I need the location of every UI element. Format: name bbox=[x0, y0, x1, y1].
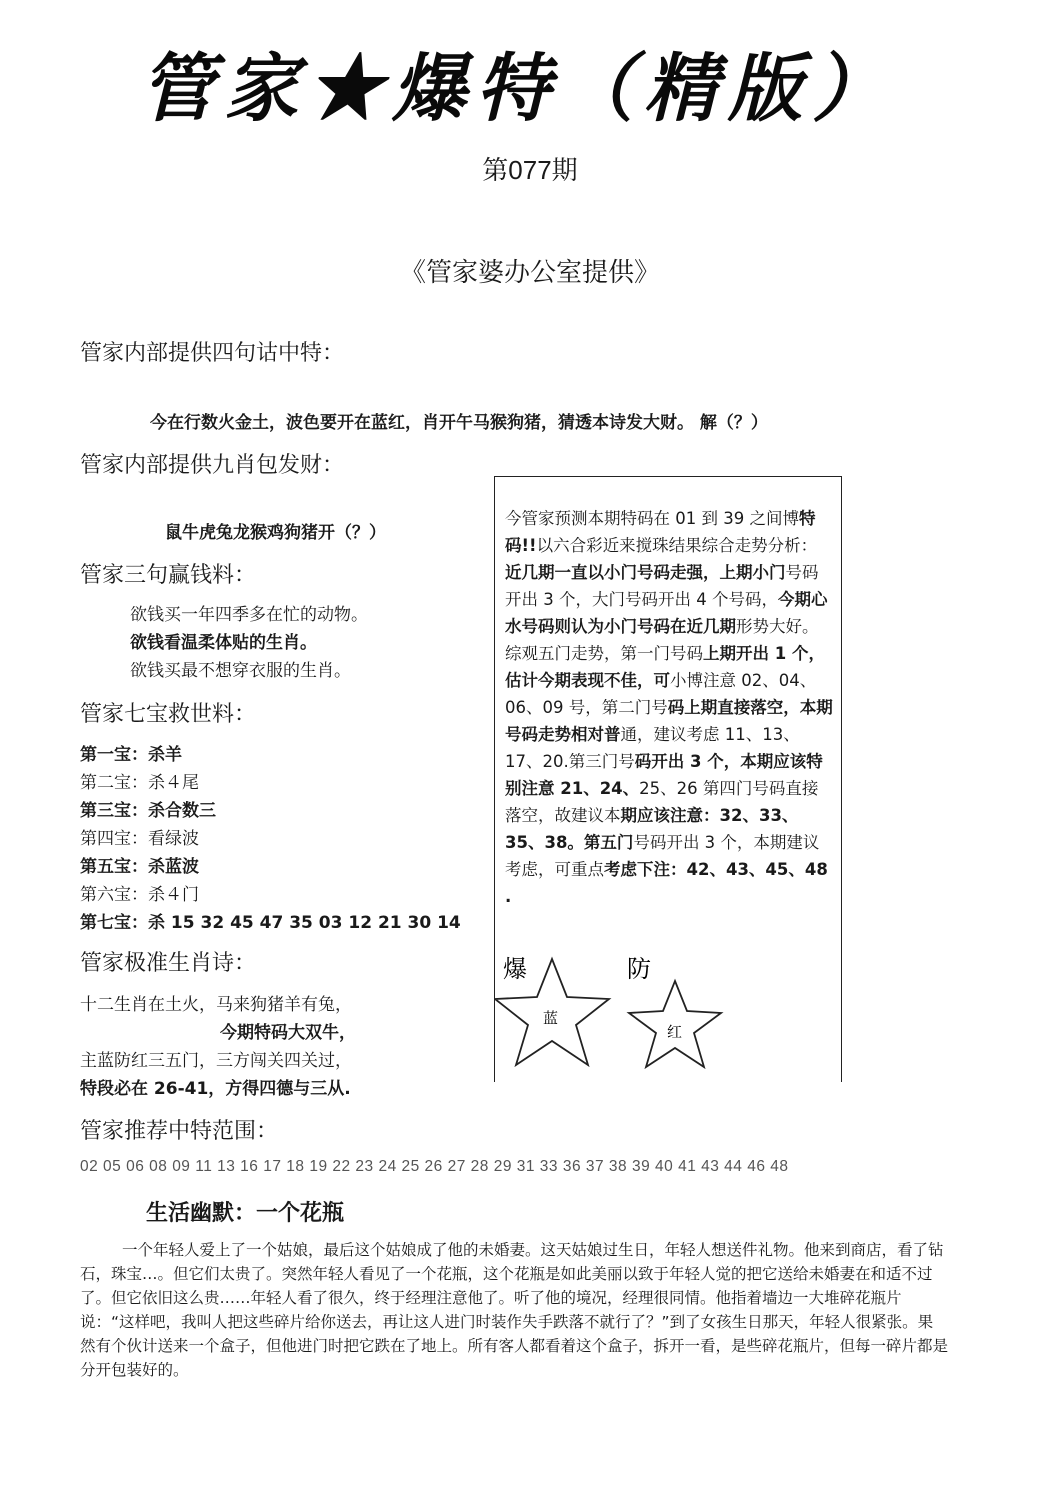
treasure-item: 第二宝：杀４尾 bbox=[80, 773, 199, 793]
stars-graphic bbox=[495, 955, 841, 1083]
poem-heading: 管家极准生肖诗： bbox=[80, 951, 257, 976]
recommend-heading: 管家推荐中特范围： bbox=[80, 1119, 279, 1144]
treasure-item: 第三宝：杀合数三 bbox=[80, 801, 216, 821]
analysis-segment: 今期心水号码则认为小门号码在近几期 bbox=[505, 590, 828, 636]
three-sentence-line-1: 欲钱买一年四季多在忙的动物。 bbox=[130, 605, 368, 625]
analysis-segment: 以六合彩近来搅珠结果综合走势分析： bbox=[536, 536, 818, 555]
analysis-segment: 近几期一直以小门号码走强，上期小门 bbox=[505, 563, 786, 582]
poem-line-1: 十二生肖在土火，马来狗猪羊有兔， bbox=[80, 995, 352, 1015]
analysis-segment: 号码开出 3 个，本期建议考虑，可重点 bbox=[505, 833, 820, 879]
analysis-segment: 通，建议考虑 11、13、17、20.第三门号 bbox=[505, 725, 800, 771]
seven-treasures-heading: 管家七宝救世料： bbox=[80, 702, 257, 727]
provider-note: 《管家婆办公室提供》 bbox=[399, 258, 660, 288]
story-text: 一个年轻人爱上了一个姑娘，最后这个姑娘成了他的未婚妻。这天姑娘过生日，年轻人想送件礼物。他来到商店，看了钻石，珠宝…。但它们太贵了。突然年轻人看见了一个花瓶，这个花瓶是如此美丽以致于年轻人觉的把它送给未婚妻在和适不过了。但它依旧这么贵……年轻人看了很久，终于经理注意他了。听了他的境况，经理很同情。他指着墙边一大堆碎花瓶片说：“这样吧，我叫人把这些碎片给你送去，再让这人进门时装作失手跌落不就行了？”到了女孩生日那天，年轻人很紧张。果然有个伙计送来一个盒子，但他进门时把它跌在了地上。所有客人都看着这个盒子，拆开一看，是些碎花瓶片，但每一碎片都是分开包装好的。 bbox=[80, 1241, 949, 1379]
analysis-segment: 码开出 3 个，本期应该特别注意 21、24、 bbox=[505, 752, 823, 798]
treasure-item: 第一宝：杀羊 bbox=[80, 745, 182, 765]
three-sentence-line-2: 欲钱看温柔体贴的生肖。 bbox=[130, 633, 317, 653]
analysis-segment: 码上期直接落空，本期号码走势相对普 bbox=[505, 698, 833, 744]
analysis-segment: 号码开出 3 个，大门号码开出 4 个号码， bbox=[505, 563, 819, 609]
three-sentence-line-3: 欲钱买最不想穿衣服的生肖。 bbox=[130, 661, 351, 681]
boom-color-label: 蓝 bbox=[543, 1009, 559, 1027]
boom-label: 爆 bbox=[503, 955, 527, 983]
four-sentence-text: 今在行数火金土，波色要开在蓝红，肖开午马猴狗猪，猜透本诗发大财。 解（？） bbox=[150, 413, 768, 433]
story-title: 生活幽默：一个花瓶 bbox=[146, 1200, 345, 1226]
poem-line-2: 今期特码大双牛， bbox=[220, 1023, 356, 1043]
issue-number: 第077期 bbox=[482, 155, 578, 185]
treasure-item: 第七宝：杀 15 32 45 47 35 03 12 21 30 14 bbox=[80, 913, 461, 933]
three-sentence-heading: 管家三句赢钱料： bbox=[80, 563, 257, 588]
analysis-segment: 25、26 第四门号码直接落空，故建议本 bbox=[505, 779, 819, 825]
analysis-segment: 上期开出 1 个，估计今期表现不佳，可 bbox=[505, 644, 825, 690]
poem-line-4: 特段必在 26-41，方得四德与三从. bbox=[80, 1079, 351, 1099]
four-sentence-heading: 管家内部提供四句诂中特： bbox=[80, 341, 345, 366]
analysis-segment: 今管家预测本期特码在 01 到 39 之间博 bbox=[505, 509, 799, 528]
guard-color-label: 红 bbox=[667, 1023, 683, 1041]
analysis-segment: 考虑下注：42、43、45、48 . bbox=[505, 860, 828, 906]
analysis-box bbox=[494, 476, 842, 1082]
analysis-segment: 期应该注意：32、33、35、38。第五门 bbox=[505, 806, 799, 852]
nine-zodiac-heading: 管家内部提供九肖包发财： bbox=[80, 453, 345, 478]
analysis-text bbox=[505, 505, 833, 910]
guard-label: 防 bbox=[627, 955, 651, 983]
nine-zodiac-text: 鼠牛虎兔龙猴鸡狗猪开（？） bbox=[165, 523, 386, 543]
treasure-item: 第五宝：杀蓝波 bbox=[80, 857, 199, 877]
treasure-item: 第六宝：杀４门 bbox=[80, 885, 199, 905]
treasure-item: 第四宝：看绿波 bbox=[80, 829, 199, 849]
analysis-segment: 小博注意 02、04、06、09 号，第二门号 bbox=[505, 671, 817, 717]
poem-line-3: 主蓝防红三五门，三方闯关四关过， bbox=[80, 1051, 352, 1071]
recommend-numbers: 02 05 06 08 09 11 13 16 17 18 19 22 23 24 25 26 27 28 29 31 33 36 37 38 39 40 41 43 44 46 48 bbox=[80, 1158, 789, 1175]
page-title: 管家★爆特（精版） bbox=[140, 46, 896, 132]
analysis-segment: 形势大好。综观五门走势，第一门号码 bbox=[505, 617, 819, 663]
analysis-segment: 特码!! bbox=[505, 509, 816, 555]
